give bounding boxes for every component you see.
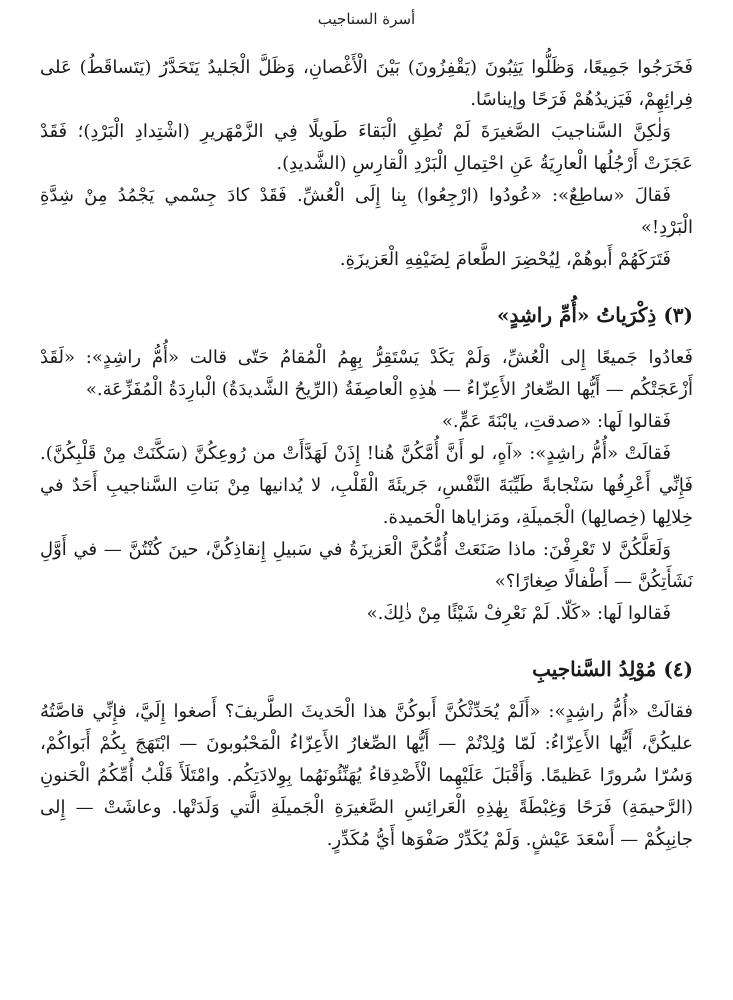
paragraph: فَقالَ «ساطِعٌ»: «عُودُوا (ارْجِعُوا) بِنا إِلَى الْعُشِّ. فَقَدْ كادَ جِسْمي يَجْمُدُ مِنْ شِدَّةِ الْبَرْدِ!» [40, 185, 693, 238]
paragraph: فقالَتْ «أُمُّ راشِدٍ»: «أَلَمْ يُحَدِّثْكُنَّ أَبوكُنَّ هذا الْحَديثَ الطَّريفَ؟ أَصغوا إِلَيَّ، فإِنِّي قاصَّتُهُ عليكُنَّ، أَيُّها الأَعِزّاءُ: لَمّا وُلِدْتُمْ — أَيُّها الصِّغارُ الأَعِزّاءُ الْمَحْبُوبونَ — ابْتَهَجَ بِكُمْ أَبَواكُمْ، وَسُرّا سُرورًا عَظيمًا. وَأَقْبَلَ عَلَيْهِما الْأَصْدِقاءُ يُهَنِّئُونَهُما بِوِلادَتِكُم. وامْتَلَأَ قَلْبُ أُمِّكُمُ الْحَنونِ (الرَّحيمَةِ) فَرَحًا وَغِبْطَةً بِهٰذِهِ الْعَرائِسِ الصَّغيرَةِ الْجَميلَةِ الَّتي وَلَدَتْها. وعاشَتْ — إِلى جانِبِكُمْ — أَسْعَدَ عَيْشٍ. وَلَمْ يُكَدِّرْ صَفْوَها أَيُّ مُكَدِّرٍ. [40, 701, 693, 850]
running-head: أسرة السناجيب [317, 10, 416, 28]
paragraph: وَلَعَلَّكُنَّ لا تَعْرِفْنَ: ماذا صَنَعَتْ أُمُّكُنَّ الْعَزيزَةُ في سَبيلِ إِنقاذِكُنَّ، حينَ كُنْتُنَّ — في أَوَّلِ نَشَأَتِكُنَّ — أَطْفالًا صِغارًا؟» [40, 539, 693, 592]
section-heading-3 [40, 298, 693, 332]
section-title: مُوْلِدُ السَّناجيبِ [532, 657, 657, 681]
section-number: (٣) [663, 303, 693, 327]
section-heading-4 [40, 652, 693, 686]
paragraph: وَلٰكِنَّ السَّناجيبَ الصَّغيرَةَ لَمْ تُطِقِ الْبَقاءَ طَويلًا فِي الزَّمْهَريرِ (اشْتِدادِ الْبَرْدِ)؛ فَقَدْ عَجَزَتْ أَرْجُلُها الْعارِيَةُ عَنِ احْتِمالِ الْبَرْدِ الْقارِسِ (الشَّديدِ). [40, 121, 693, 174]
paragraph: فَقالوا لَها: «كَلّا. لَمْ نَعْرِفْ شَيْئًا مِنْ ذٰلِكَ.» [366, 603, 671, 624]
paragraph: فَتَرَكَهُمْ أَبوهُمْ، لِيُحْضِرَ الطَّعامَ لِضَيْفِهِ الْعَزيزَةِ. [339, 249, 671, 270]
section-number: (٤) [663, 657, 693, 681]
paragraph: فَقالَتْ «أُمُّ راشِدٍ»: «آهٍ، لو أَنَّ أُمَّكُنَّ هُنا! إِذَنْ لَهَدَّأَتْ من رُوعِكُنَّ (سَكَّنَتْ مِنْ قَلْبِكُنَّ). فَإِنِّي أَعْرِفُها سَنْجابةً طَيِّبَةَ النَّفْسِ، جَريئَةَ الْقَلْبِ، لا يُدانيها مِنْ بَناتِ السَّناجيبِ أَحَدٌ في خِلالِها (خِصالِها) الْجَميلَةِ، ومَزاياها الْحَميدة. [40, 443, 693, 528]
paragraph: فَخَرَجُوا جَمِيعًا، وَظَلُّوا يَثِبُونَ (يَقْفِزُونَ) بَيْنَ الْأَغْصانِ، وَظَلَّ الْجَليدُ يَتَحَدَّرُ (يَتَساقَطُ) عَلى فِرائِهِمْ، فَيَزيدُهُمْ فَرَحًا وإيناسًا. [40, 57, 693, 110]
paragraph: فَعادُوا جَميعًا إِلى الْعُشِّ، وَلَمْ يَكَدْ يَسْتَقِرُّ بِهِمُ الْمُقامُ حَتّى قالت «أُمُّ راشِدٍ»: «لَقَدْ أَزْعَجَتْكُم — أَيُّها الصِّغارُ الأَعِزّاءُ — هٰذِهِ الْعاصِفَةُ (الرِّيحُ الشَّديدَةُ) الْبارِدَةُ الْمُفَزِّعَة.» [40, 347, 693, 400]
body-text [40, 52, 693, 856]
paragraph: فَقالوا لَها: «صدقتِ، يابْنَةَ عَمٍّ.» [441, 411, 671, 432]
section-title: ذِكْرَياتُ «أُمِّ راشِدٍ» [497, 303, 657, 327]
